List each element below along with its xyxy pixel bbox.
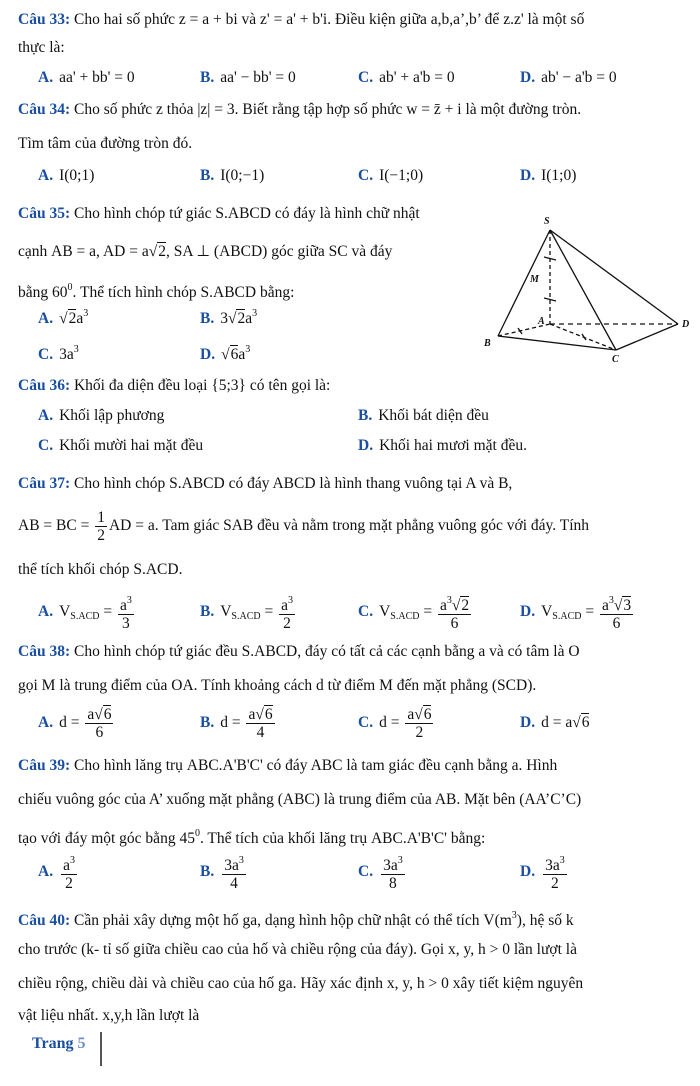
question-label: Câu 39: [18, 757, 71, 774]
option-c[interactable]: C. d = $\frac{a√6}{2}$ [358, 705, 432, 741]
question-37-options [0, 590, 700, 634]
option-d[interactable]: D. $V_{S.ACD}$ = $\frac{a^3√3}{6}$ [520, 590, 635, 639]
option-b[interactable]: B. $3√2a^3$ [200, 308, 258, 327]
label-d: D [682, 319, 690, 330]
question-35: Câu 35: Cho hình chóp tứ giác S.ABCD có đáy là hình chữ nhật cạnh AB = a, AD = a√2, SA ⊥ (ABCD) góc giữa SC và đáy bằng $60^0$. Thể tích hình chóp S.ABCD bằng: [18, 205, 420, 301]
page-footer [18, 1032, 102, 1066]
option-b[interactable]: B. aa' − bb' = 0 [200, 69, 296, 86]
option-d[interactable]: D. I(1;0) [520, 167, 577, 184]
question-40: Câu 40: Cần phải xây dựng một hố ga, dạng hình hộp chữ nhật có thể tích $V(m^3)$, hệ số k cho trước (k- tỉ số giữa chiều cao của hố và chiều rộng của đáy). Gọi x, y, h > 0 lần lượt là chiều rộng, chiều dài và chiều cao của hố ga. Hãy xác định x, y, h > 0 xây tiết kiệm nguyên vật liệu nhất. x,y,h lần lượt là [18, 910, 584, 1024]
option-b[interactable]: B. $\frac{3a^3}{4}$ [200, 848, 248, 896]
label-a: A [538, 316, 545, 327]
footer-label: Trang [32, 1035, 74, 1052]
option-c[interactable]: C. $\frac{3a^3}{8}$ [358, 848, 407, 896]
question-33-options [0, 58, 700, 98]
label-c: C [612, 354, 619, 364]
label-s: S [544, 216, 550, 227]
option-c[interactable]: C. I(−1;0) [358, 167, 424, 184]
question-39: Câu 39: Cho hình lăng trụ ABC.A'B'C' có đáy ABC là tam giác đều cạnh bằng a. Hình chiếu vuông góc của A’ xuống mặt phẳng (ABC) là trung điểm của AB. Mặt bên (AA’C’C) tạo với đáy một góc bằng $45^0$. Thể tích của khối lăng trụ ABC.A'B'C' bằng: [18, 757, 582, 847]
question-label: Câu 34: [18, 101, 71, 118]
question-34: Câu 34: Cho số phức z thỏa |z| = 3. Biết rằng tập hợp số phức w = z̄ + i là một đường tròn. Tìm tâm của đường tròn đó. [18, 101, 582, 152]
option-a[interactable]: A. aa' + bb' = 0 [38, 69, 135, 86]
question-label: Câu 35: [18, 205, 71, 222]
label-m: M [530, 274, 539, 285]
question-label: Câu 33: [18, 11, 71, 28]
question-label: Câu 37: [18, 475, 71, 492]
option-c[interactable]: C. $3a^3$ [38, 344, 79, 363]
question-label: Câu 40: [18, 912, 71, 929]
question-38: Câu 38: Cho hình chóp tứ giác đều S.ABCD, đáy có tất cả các cạnh bằng a và có tâm là O gọi M là trung điểm của OA. Tính khoảng cách d từ điểm M đến mặt phẳng (SCD). [18, 643, 580, 694]
option-c[interactable]: C. $V_{S.ACD}$ = $\frac{a^3√2}{6}$ [358, 590, 473, 639]
option-d[interactable]: D. d = a√6 [520, 714, 590, 731]
option-a[interactable]: A. I(0;1) [38, 167, 95, 184]
pyramid-figure [478, 212, 694, 364]
option-c[interactable]: C. Khối mười hai mặt đều [38, 437, 204, 454]
option-d[interactable]: D. Khối hai mươi mặt đều. [358, 437, 527, 454]
question-37: Câu 37: Cho hình chóp S.ABCD có đáy ABCD là hình thang vuông tại A và B, AB = BC = $\frac{1}{2}$ AD = a. Tam giác SAB đều và nằm trong mặt phẳng vuông góc với đáy. Tính thể tích khối chóp S.ACD. [18, 475, 590, 578]
option-b[interactable]: B. I(0;−1) [200, 167, 265, 184]
option-b[interactable]: B. Khối bát diện đều [358, 407, 489, 424]
question-label: Câu 38: [18, 643, 71, 660]
option-a[interactable]: A. d = $\frac{a√6}{6}$ [38, 705, 112, 741]
question-36-options-row2 [0, 426, 700, 466]
option-a[interactable]: A. $V_{S.ACD}$ = $\frac{a^3}{3}$ [38, 590, 136, 639]
option-b[interactable]: B. d = $\frac{a√6}{4}$ [200, 705, 273, 741]
option-c[interactable]: C. ab' + a'b = 0 [358, 69, 455, 86]
option-a[interactable]: A. Khối lập phương [38, 407, 165, 424]
question-39-options [0, 848, 700, 896]
question-38-options [0, 700, 700, 746]
option-a[interactable]: A. $\frac{a^3}{2}$ [38, 848, 79, 896]
question-label: Câu 36: [18, 377, 71, 394]
option-b[interactable]: B. $V_{S.ACD}$ = $\frac{a^3}{2}$ [200, 590, 297, 639]
question-36: Câu 36: Khối đa diện đều loại {5;3} có tên gọi là: [18, 377, 331, 394]
option-d[interactable]: D. $√6a^3$ [200, 344, 251, 363]
question-33: Câu 33: Cho hai số phức z = a + bi và z' = a' + b'i. Điều kiện giữa a,b,a’,b’ để z.z' là một số thực là: [18, 11, 585, 56]
label-b: B [484, 338, 491, 349]
question-34-options [0, 156, 700, 196]
option-d[interactable]: D. $\frac{3a^3}{2}$ [520, 848, 569, 896]
option-a[interactable]: A. $√2a^3$ [38, 308, 89, 327]
option-d[interactable]: D. ab' − a'b = 0 [520, 69, 617, 86]
page-number: 5 [77, 1035, 86, 1052]
